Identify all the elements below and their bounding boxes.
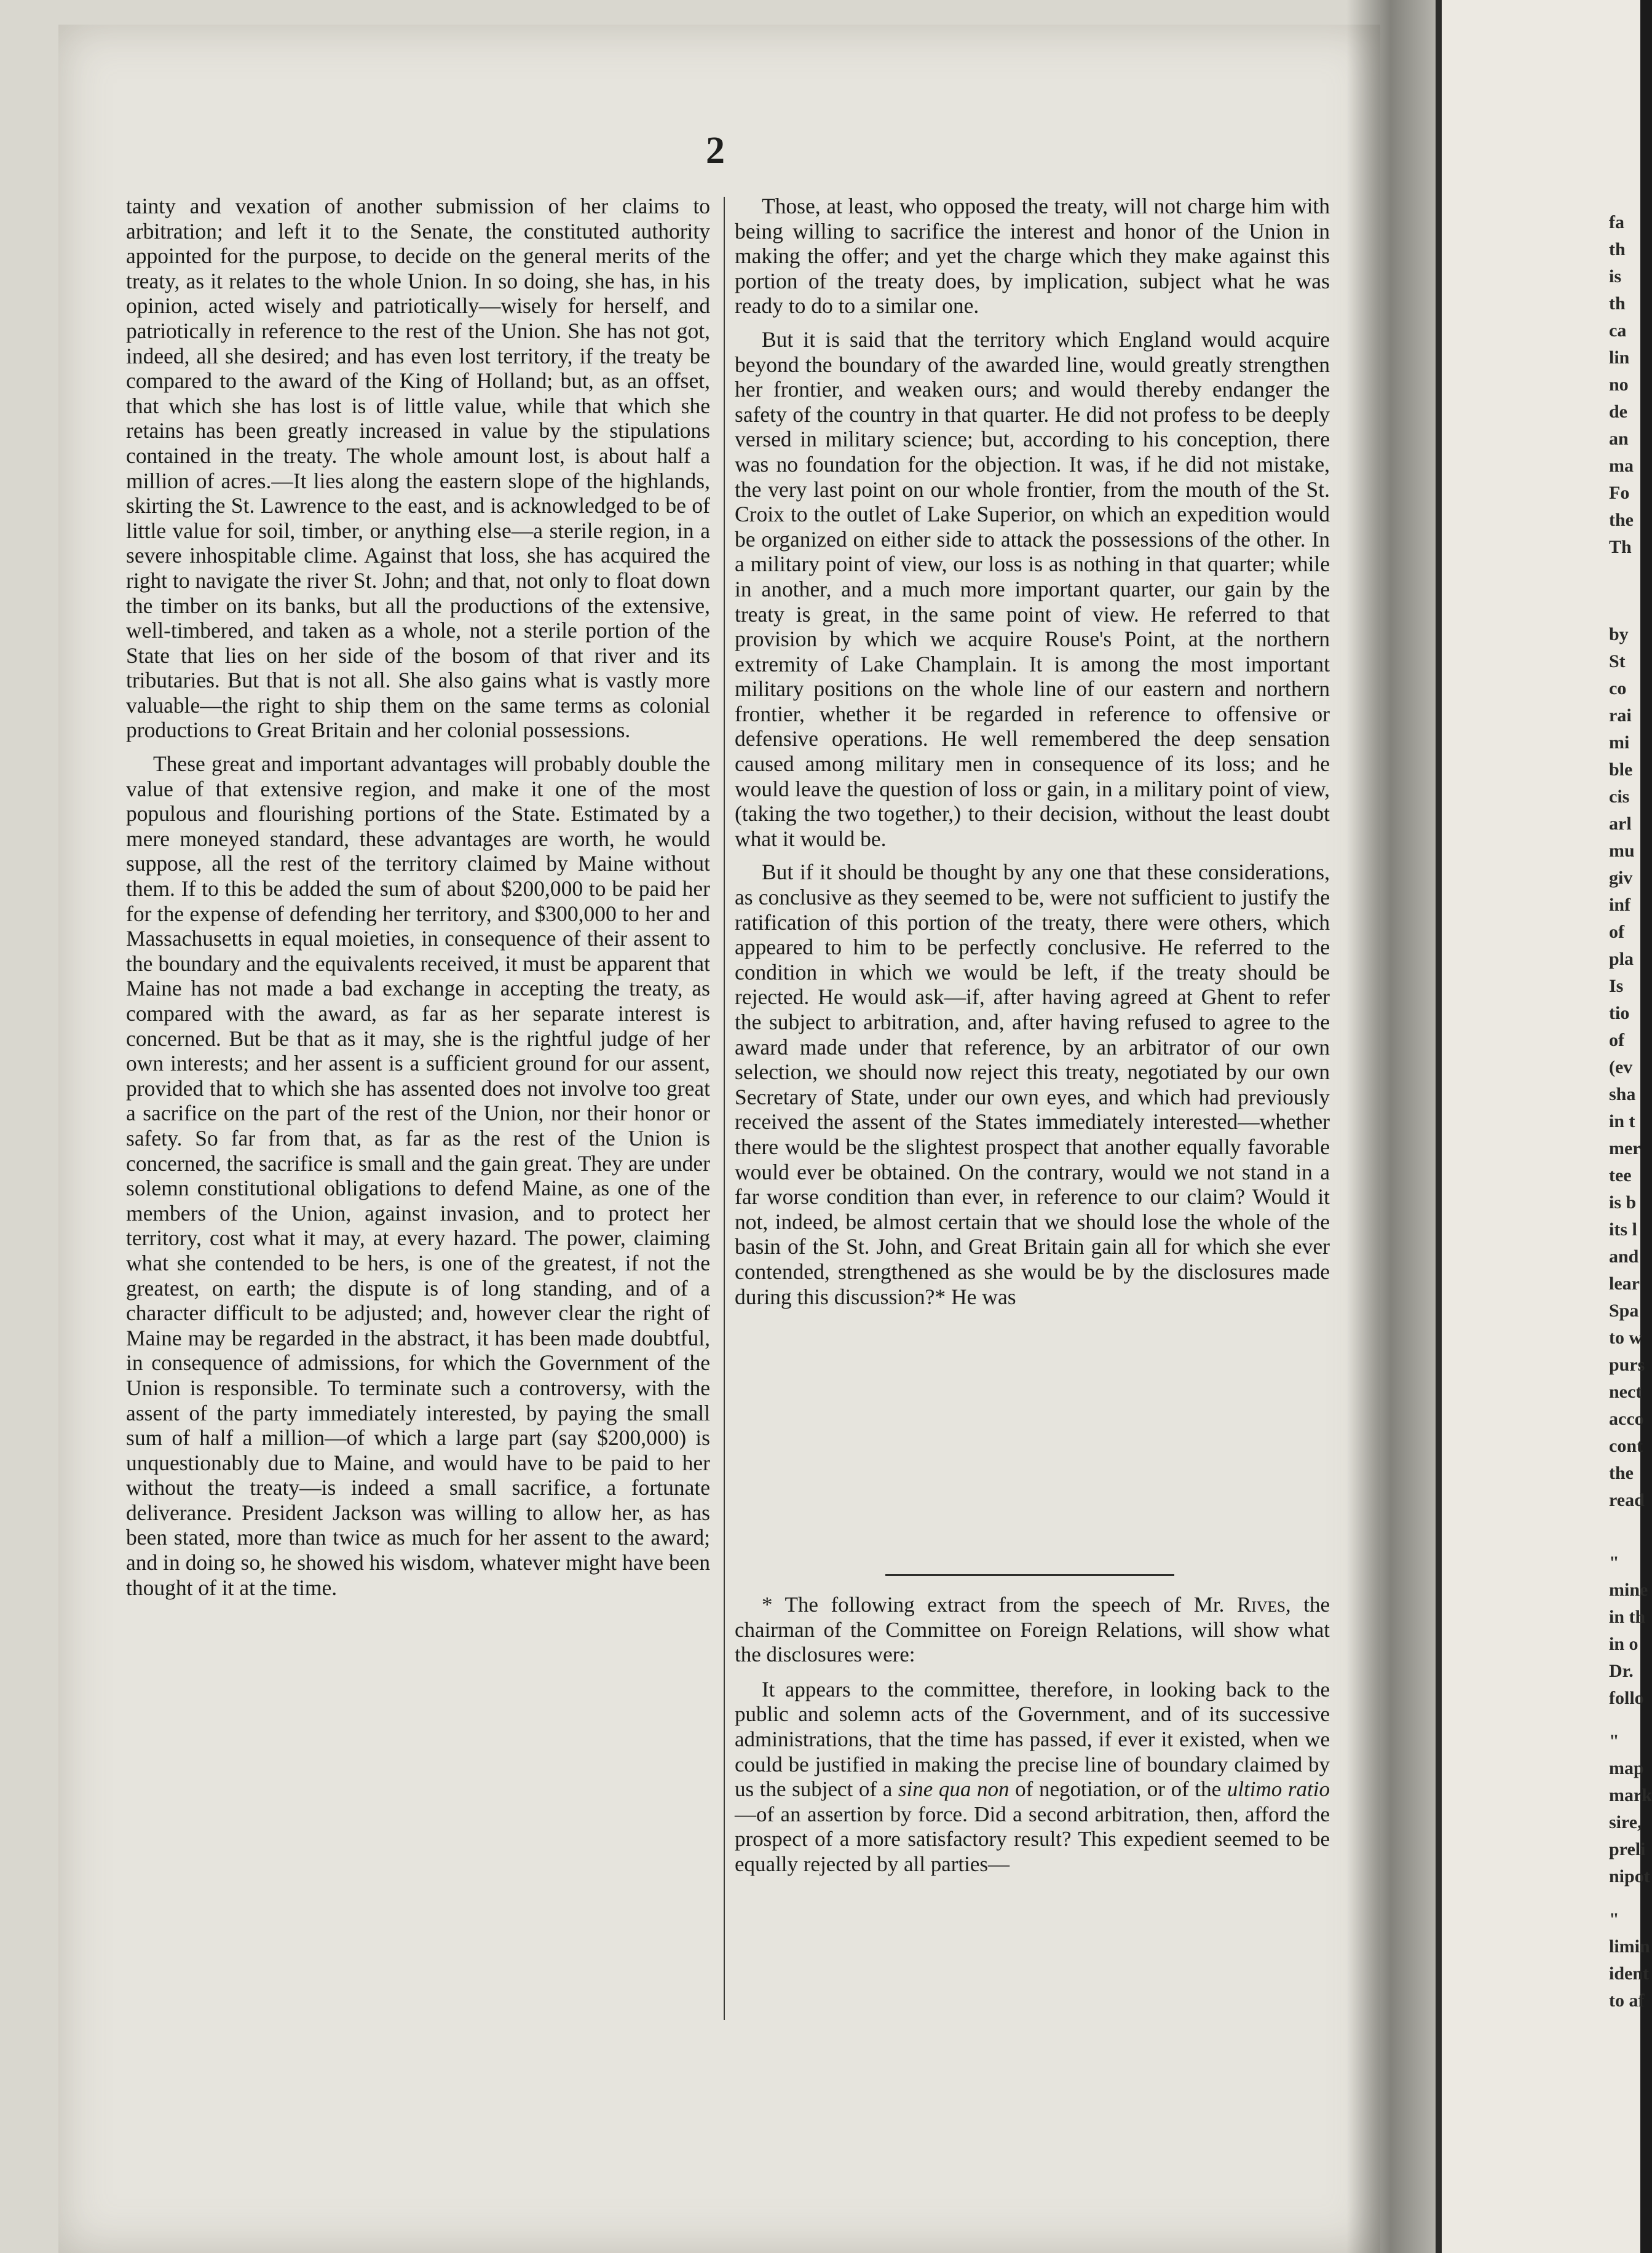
right-paragraph-2: But it is said that the territory which England would acquire beyond the boundary of the awarded line, would greatly strengthen her frontier, and weaken ours; and would thereby endanger the safety of the country in that quarter. He did not profess to be deeply versed in military science; but, according to his conception, there was no foundation for the objection. It was, if he did not mistake, the very last point on our whole frontier, from the mouth of the St. Croix to the outlet of Lake Superior, on which an expedition would be organized on either side to attack the possessions of the other. In a military point of view, our loss is as nothing in that quarter; while in another, and a much more important quarter, our gain by the treaty is great, in the same point of view. He referred to that provision by which we acquire Rouse's Point, at the northern extremity of Lake Champlain. It is among the most important military positions on the whole line of our eastern and northern frontier, whether it be regarded in reference to offensive or defensive operations. He well remembered the deep sensation caused among military men in consequence of its loss; and he would leave the question of loss or gain, in a military point of view, (taking the two together,) to their decision, without the least doubt what it would be. — [735, 327, 1330, 851]
adjacent-page-fragment: preli — [1609, 1839, 1646, 1859]
adjacent-page-fragment: St — [1609, 651, 1626, 671]
right-column — [735, 194, 1330, 1309]
adjacent-page-fragment: ble — [1609, 759, 1633, 780]
adjacent-page-fragment: " — [1609, 1553, 1619, 1573]
adjacent-page-fragment: " — [1609, 1731, 1619, 1751]
left-column — [126, 194, 710, 1600]
adjacent-page-fragment: an — [1609, 429, 1629, 449]
right-paragraph-3: But if it should be thought by any one that these considerations, as conclusive as they seemed to be, were not sufficient to justify the ratification of this portion of the treaty, there were others, which appeared to him to be perfectly conclusive. He referred to the condition in which we would be left, if the treaty should be rejected. He would ask—if, after having agreed at Ghent to refer the subject to arbitration, and, after having refused to agree to the award made under that reference, by an arbitrator of our own selection, we should now reject this treaty, negotiated by our own Secretary of State, under our own eyes, and which had previously received the assent of the States immediately interested—whether there would be the slightest prospect that another equally favorable would ever be obtained. On the contrary, would we not stand in a far worse condition than ever, in reference to our claim? Would it not, indeed, be almost certain that we should lose the whole of the basin of the St. John, and Great Britain gain all for which she ever contended, strengthened as she would be by the disclosures made during this discussion?* He was — [735, 860, 1330, 1309]
adjacent-page-fragment: inf — [1609, 895, 1631, 915]
adjacent-page-fragment: tio — [1609, 1003, 1630, 1023]
adjacent-page-fragment: mi — [1609, 732, 1630, 753]
adjacent-page-fragment: mark — [1609, 1785, 1652, 1805]
adjacent-page-fragment: lear — [1609, 1273, 1640, 1294]
adjacent-page-fragment: nipot — [1609, 1866, 1650, 1887]
adjacent-page-fragment: Is — [1609, 976, 1624, 996]
left-paragraph-1: tainty and vexation of another submission of her claims to arbitration; and left it to the Senate, the constituted authority appointed for the purpose, to decide on the general merits of the treaty, as it relates to the whole Union. In so doing, she has, in his opinion, acted wisely and patriotically—wisely for herself, and patriotically in reference to the rest of the Union. She has not got, indeed, all she desired; and has even lost territory, if the treaty be compared to the award of the King of Holland; but, as an offset, that which she has lost is of little value, while that which she retains has been greatly increased in value by the stipulations contained in the treaty. The whole amount lost, is about half a million of acres.—It lies along the eastern slope of the highlands, skirting the St. Lawrence to the east, and is acknowledged to be of little value for soil, timber, or anything else—a sterile region, in a severe inhospitable clime. Against that loss, she has acquired the right to navigate the river St. John; and that, not only to float down the timber on its banks, but all the productions of the extensive, well-timbered, and taken as a whole, not a sterile portion of the State that lies on her side of the bosom of that river and its tributaries. But that is not all. She also gains what is vastly more valuable—the right to ship them on the same terms as colonial productions to Great Britain and her colonial possessions. — [126, 194, 710, 743]
adjacent-page-fragment: cont — [1609, 1436, 1643, 1456]
adjacent-page-fragment: read — [1609, 1490, 1645, 1510]
adjacent-page-fragment: is b — [1609, 1192, 1637, 1213]
right-paragraph-1: Those, at least, who opposed the treaty, will not charge him with being willing to sacrifice the interest and honor of the Union in making the offer; and yet the charge which they make against this portion of the treaty does, by implication, subject what he was ready to do to a similar one. — [735, 194, 1330, 319]
adjacent-page-fragment: the — [1609, 510, 1634, 530]
gutter-shadow — [1346, 0, 1445, 2253]
adjacent-page-fragment: giv — [1609, 868, 1633, 888]
adjacent-page-fragment: sha — [1609, 1084, 1636, 1104]
adjacent-page-fragment: limin — [1609, 1936, 1650, 1957]
adjacent-page-fragment: th — [1609, 293, 1626, 314]
adjacent-page-fragment: arl — [1609, 814, 1632, 834]
adjacent-page-fragment: Spa — [1609, 1301, 1639, 1321]
footnote-speaker: Rives — [1236, 1593, 1286, 1617]
adjacent-page-fragment: to w — [1609, 1328, 1643, 1348]
adjacent-page-fragment: rai — [1609, 705, 1632, 726]
adjacent-page-fragment: of — [1609, 922, 1624, 942]
adjacent-page-fragment: in o — [1609, 1634, 1638, 1654]
footnote-rule — [885, 1574, 1174, 1576]
footnote-extract-text-3: —of an assertion by force. Did a second arbitration, then, afford the prospect of a more satisfactory result? This expedient seemed to be equally rejected by all parties— — [735, 1802, 1330, 1876]
footnote-extract-text-2: of negotiation, or of the — [1009, 1777, 1227, 1802]
adjacent-page-fragment: is — [1609, 266, 1622, 287]
adjacent-page-fragment: mine — [1609, 1580, 1648, 1600]
footnote-extract — [735, 1677, 1330, 1877]
adjacent-page-fragment: cis — [1609, 786, 1630, 807]
adjacent-page-fragment: th — [1609, 239, 1626, 259]
adjacent-page-fragment: its l — [1609, 1219, 1637, 1240]
adjacent-page-fragment: tee — [1609, 1165, 1632, 1186]
adjacent-page-fragment: de — [1609, 402, 1627, 422]
column-rule — [724, 197, 725, 2020]
adjacent-page-fragment: lin — [1609, 347, 1630, 368]
adjacent-page-fragment: in t — [1609, 1111, 1635, 1131]
adjacent-page-fragment: ma — [1609, 456, 1634, 476]
adjacent-page-fragment: Fo — [1609, 483, 1630, 503]
adjacent-page-fragment: mu — [1609, 841, 1635, 861]
footnote-intro-text: * The following extract from the speech of Mr. — [762, 1593, 1237, 1617]
adjacent-page-fragment: of — [1609, 1030, 1624, 1050]
adjacent-page-fragment: to af — [1609, 1990, 1645, 2011]
binding-fold — [1436, 0, 1442, 2253]
adjacent-page-fragment: ident — [1609, 1963, 1650, 1984]
left-paragraph-2: These great and important advantages will probably double the value of that extensive region, and make it one of the most populous and flourishing portions of the State. Estimated by a mere moneyed standard, these advantages are worth, he would suppose, all the rest of the territory claimed by Maine without them. If to this be added the sum of about $200,000 to be paid her for the expense of defending her territory, and $300,000 to her and Massachusetts in equal moieties, in consequence of their assent to the boundary and the equivalents received, it must be apparent that Maine has not made a bad exchange in accepting the treaty, as compared with the award, as far as her separate interest is concerned. But be that as it may, she is the rightful judge of her own interests; and her assent is a sufficient ground for our assent, provided that to which she has assented does not involve too great a sacrifice on the part of the rest of the Union, nor their honor or safety. So far from that, as far as the rest of the Union is concerned, the sacrifice is small and the gain great. They are under solemn constitutional obligations to defend Maine, as one of the members of the Union, against invasion, and to protect her territory, cost what it may, at every hazard. The power, claiming what she contended to be hers, is one of the greatest, if not the greatest, on earth; the dispute is of long standing, and of a character difficult to be adjusted; and, however clear the right of Maine may be regarded in the abstract, it has been made doubtful, in consequence of admissions, for which the Government of the Union is responsible. To terminate such a controversy, with the assent of the party immediately interested, by paying the small sum of half a million—of which a large part (say $200,000) is unquestionably due to Maine, and would have to be paid to her without the treaty—is indeed a small sacrifice, a fortunate deliverance. President Jackson was willing to allow her, as has been stated, more than twice as much for her assent to the award; and in doing so, he showed his wisdom, whatever might have been thought of it at the time. — [126, 751, 710, 1600]
footnote — [735, 1593, 1330, 1877]
adjacent-page-edge — [1442, 0, 1652, 2253]
adjacent-page-fragment: map — [1609, 1758, 1644, 1778]
adjacent-page-fragment: pla — [1609, 949, 1634, 969]
adjacent-page-fragment: co — [1609, 678, 1627, 699]
page-number: 2 — [706, 130, 725, 172]
footnote-italic-phrase: sine qua non — [898, 1777, 1010, 1802]
adjacent-page-fragment: no — [1609, 374, 1629, 395]
adjacent-page-fragment: nect — [1609, 1382, 1642, 1402]
footnote-intro-text-2: , the chairman of the Committee on Foreign Relations, will show what the disclosures were: — [735, 1593, 1330, 1667]
footnote-italic-phrase-2: ultimo ratio — [1227, 1777, 1330, 1802]
adjacent-page-fragment: fa — [1609, 212, 1624, 232]
adjacent-page-fragment: (ev — [1609, 1057, 1633, 1077]
adjacent-page-fragment: and — [1609, 1246, 1639, 1267]
adjacent-page-fragment: acco — [1609, 1409, 1644, 1429]
adjacent-page-fragment: in th — [1609, 1607, 1646, 1627]
adjacent-page-fragment: ca — [1609, 320, 1627, 341]
adjacent-page-fragment: the — [1609, 1463, 1634, 1483]
adjacent-page-fragment: mer — [1609, 1138, 1641, 1158]
adjacent-page-fragment: by — [1609, 624, 1629, 644]
adjacent-page-fragment: follo — [1609, 1688, 1644, 1708]
footnote-intro — [735, 1593, 1330, 1668]
adjacent-page-fragment: Dr. — [1609, 1661, 1634, 1681]
footnote-extract-text: It appears to the committee, therefore, in looking back to the public and solemn acts of the Government, and of its successive administrations, that the time has passed, if ever it existed, when we could be justified in making the precise line of boundary claimed by us the subject of a — [735, 1677, 1330, 1802]
adjacent-page-fragment: Th — [1609, 537, 1632, 557]
adjacent-page-fragment: purs — [1609, 1355, 1645, 1375]
adjacent-page-fragment: sire, — [1609, 1812, 1642, 1832]
adjacent-page-fragment: " — [1609, 1909, 1619, 1930]
